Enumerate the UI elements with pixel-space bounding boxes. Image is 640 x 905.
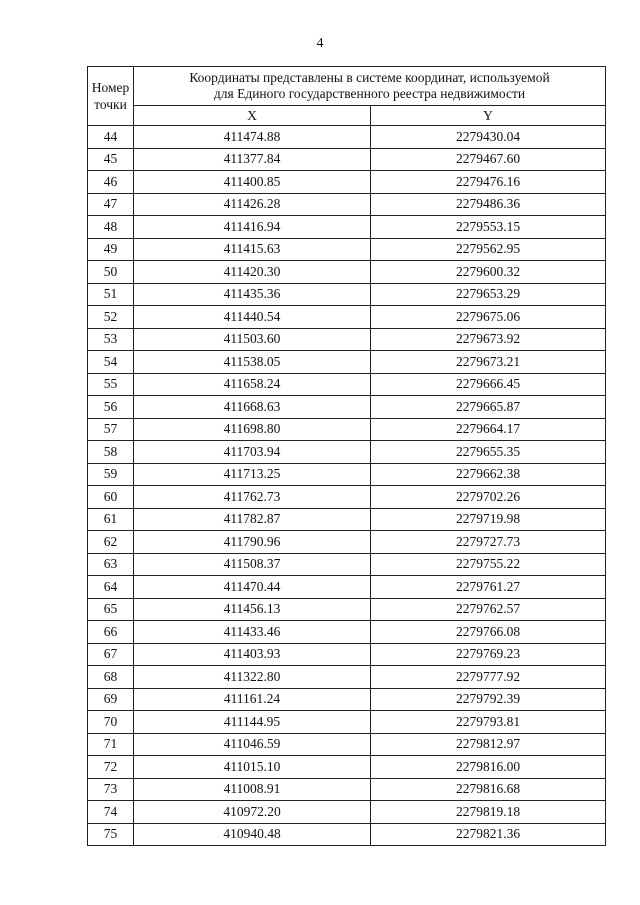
coordinate-y-cell: 2279792.39 bbox=[371, 688, 606, 711]
point-number-cell: 47 bbox=[88, 193, 134, 216]
coordinate-x-cell: 411416.94 bbox=[134, 216, 371, 239]
point-number-cell: 60 bbox=[88, 486, 134, 509]
table-row bbox=[88, 171, 606, 194]
coordinate-x-cell: 410972.20 bbox=[134, 801, 371, 824]
coordinate-x-cell: 411008.91 bbox=[134, 778, 371, 801]
coordinate-x-cell: 411400.85 bbox=[134, 171, 371, 194]
coordinate-x-cell: 411433.46 bbox=[134, 621, 371, 644]
table-row bbox=[88, 306, 606, 329]
point-number-cell: 65 bbox=[88, 598, 134, 621]
coordinate-x-cell: 411474.88 bbox=[134, 126, 371, 149]
table-row bbox=[88, 373, 606, 396]
coordinate-x-cell: 411658.24 bbox=[134, 373, 371, 396]
coordinate-x-cell: 411144.95 bbox=[134, 711, 371, 734]
point-number-cell: 68 bbox=[88, 666, 134, 689]
coordinate-x-cell: 411668.63 bbox=[134, 396, 371, 419]
table-row bbox=[88, 463, 606, 486]
table-row bbox=[88, 576, 606, 599]
coordinate-y-cell: 2279793.81 bbox=[371, 711, 606, 734]
coordinates-description-header bbox=[134, 67, 606, 106]
table-row bbox=[88, 238, 606, 261]
table-row bbox=[88, 666, 606, 689]
coordinate-x-cell: 411435.36 bbox=[134, 283, 371, 306]
table-row bbox=[88, 801, 606, 824]
point-number-cell: 58 bbox=[88, 441, 134, 464]
coordinate-y-cell: 2279819.18 bbox=[371, 801, 606, 824]
coordinate-x-cell: 411415.63 bbox=[134, 238, 371, 261]
coordinate-y-cell: 2279673.21 bbox=[371, 351, 606, 374]
point-number-header bbox=[88, 67, 134, 126]
table-row bbox=[88, 756, 606, 779]
table-row bbox=[88, 643, 606, 666]
coordinate-y-cell: 2279600.32 bbox=[371, 261, 606, 284]
coordinate-y-cell: 2279486.36 bbox=[371, 193, 606, 216]
table-row bbox=[88, 688, 606, 711]
point-number-cell: 67 bbox=[88, 643, 134, 666]
point-number-cell: 56 bbox=[88, 396, 134, 419]
coordinate-y-cell: 2279666.45 bbox=[371, 373, 606, 396]
coordinate-x-cell: 411377.84 bbox=[134, 148, 371, 171]
coordinate-y-cell: 2279653.29 bbox=[371, 283, 606, 306]
point-number-cell: 61 bbox=[88, 508, 134, 531]
table-row bbox=[88, 508, 606, 531]
coordinate-y-cell: 2279665.87 bbox=[371, 396, 606, 419]
point-number-cell: 55 bbox=[88, 373, 134, 396]
table-row bbox=[88, 328, 606, 351]
point-number-cell: 45 bbox=[88, 148, 134, 171]
coordinate-y-cell: 2279727.73 bbox=[371, 531, 606, 554]
coordinate-x-cell: 411698.80 bbox=[134, 418, 371, 441]
point-number-header-line1: Номер bbox=[91, 80, 130, 95]
coordinate-x-cell: 411703.94 bbox=[134, 441, 371, 464]
coordinate-x-cell: 410940.48 bbox=[134, 823, 371, 846]
table-row bbox=[88, 733, 606, 756]
point-number-cell: 70 bbox=[88, 711, 134, 734]
coordinate-x-cell: 411015.10 bbox=[134, 756, 371, 779]
coordinate-x-cell: 411456.13 bbox=[134, 598, 371, 621]
coordinate-x-cell: 411790.96 bbox=[134, 531, 371, 554]
table-row bbox=[88, 418, 606, 441]
table-row bbox=[88, 441, 606, 464]
point-number-cell: 57 bbox=[88, 418, 134, 441]
point-number-cell: 64 bbox=[88, 576, 134, 599]
coordinates-description-line1: Координаты представлены в системе координат, используемой bbox=[189, 70, 550, 85]
point-number-cell: 66 bbox=[88, 621, 134, 644]
table-row bbox=[88, 486, 606, 509]
coordinate-y-cell: 2279766.08 bbox=[371, 621, 606, 644]
coordinate-y-cell: 2279467.60 bbox=[371, 148, 606, 171]
coordinate-y-cell: 2279662.38 bbox=[371, 463, 606, 486]
table-row bbox=[88, 261, 606, 284]
coordinate-x-cell: 411420.30 bbox=[134, 261, 371, 284]
coordinate-y-cell: 2279664.17 bbox=[371, 418, 606, 441]
coordinates-body bbox=[88, 126, 606, 846]
coordinate-x-cell: 411503.60 bbox=[134, 328, 371, 351]
point-number-cell: 51 bbox=[88, 283, 134, 306]
table-row bbox=[88, 778, 606, 801]
coordinate-y-cell: 2279821.36 bbox=[371, 823, 606, 846]
coordinate-y-cell: 2279816.68 bbox=[371, 778, 606, 801]
coordinate-x-cell: 411782.87 bbox=[134, 508, 371, 531]
page-number: 4 bbox=[316, 36, 324, 51]
point-number-cell: 73 bbox=[88, 778, 134, 801]
point-number-cell: 54 bbox=[88, 351, 134, 374]
point-number-cell: 62 bbox=[88, 531, 134, 554]
point-number-cell: 75 bbox=[88, 823, 134, 846]
coordinate-y-cell: 2279553.15 bbox=[371, 216, 606, 239]
coordinate-y-cell: 2279430.04 bbox=[371, 126, 606, 149]
table-row bbox=[88, 148, 606, 171]
coordinate-y-cell: 2279762.57 bbox=[371, 598, 606, 621]
point-number-cell: 72 bbox=[88, 756, 134, 779]
coordinate-y-cell: 2279702.26 bbox=[371, 486, 606, 509]
table-row bbox=[88, 396, 606, 419]
coordinate-y-cell: 2279755.22 bbox=[371, 553, 606, 576]
coordinate-x-cell: 411403.93 bbox=[134, 643, 371, 666]
table-row bbox=[88, 283, 606, 306]
coordinate-x-cell: 411322.80 bbox=[134, 666, 371, 689]
point-number-cell: 50 bbox=[88, 261, 134, 284]
table-row bbox=[88, 351, 606, 374]
coordinate-x-cell: 411161.24 bbox=[134, 688, 371, 711]
table-row bbox=[88, 193, 606, 216]
point-number-cell: 69 bbox=[88, 688, 134, 711]
point-number-header-line2: точки bbox=[94, 97, 127, 112]
point-number-cell: 48 bbox=[88, 216, 134, 239]
coordinate-x-cell: 411426.28 bbox=[134, 193, 371, 216]
table-row bbox=[88, 823, 606, 846]
coordinate-x-cell: 411713.25 bbox=[134, 463, 371, 486]
table-row bbox=[88, 531, 606, 554]
coordinate-y-cell: 2279673.92 bbox=[371, 328, 606, 351]
point-number-cell: 46 bbox=[88, 171, 134, 194]
point-number-cell: 52 bbox=[88, 306, 134, 329]
column-y-header: Y bbox=[371, 106, 606, 126]
coordinate-y-cell: 2279562.95 bbox=[371, 238, 606, 261]
coordinates-table bbox=[87, 66, 606, 846]
point-number-cell: 49 bbox=[88, 238, 134, 261]
coordinate-y-cell: 2279761.27 bbox=[371, 576, 606, 599]
coordinate-x-cell: 411538.05 bbox=[134, 351, 371, 374]
table-row bbox=[88, 598, 606, 621]
point-number-cell: 71 bbox=[88, 733, 134, 756]
table-row bbox=[88, 553, 606, 576]
point-number-cell: 63 bbox=[88, 553, 134, 576]
coordinate-y-cell: 2279777.92 bbox=[371, 666, 606, 689]
coordinate-x-cell: 411762.73 bbox=[134, 486, 371, 509]
coordinate-x-cell: 411508.37 bbox=[134, 553, 371, 576]
coordinate-x-cell: 411470.44 bbox=[134, 576, 371, 599]
column-x-header: X bbox=[134, 106, 371, 126]
coordinate-y-cell: 2279769.23 bbox=[371, 643, 606, 666]
point-number-cell: 74 bbox=[88, 801, 134, 824]
table-row bbox=[88, 621, 606, 644]
coordinate-y-cell: 2279816.00 bbox=[371, 756, 606, 779]
table-row bbox=[88, 216, 606, 239]
coordinate-y-cell: 2279655.35 bbox=[371, 441, 606, 464]
coordinates-description-line2: для Единого государственного реестра недвижимости bbox=[213, 86, 526, 101]
point-number-cell: 59 bbox=[88, 463, 134, 486]
coordinate-y-cell: 2279675.06 bbox=[371, 306, 606, 329]
coordinate-x-cell: 411046.59 bbox=[134, 733, 371, 756]
coordinate-y-cell: 2279812.97 bbox=[371, 733, 606, 756]
coordinate-x-cell: 411440.54 bbox=[134, 306, 371, 329]
table-row bbox=[88, 711, 606, 734]
coordinate-y-cell: 2279719.98 bbox=[371, 508, 606, 531]
point-number-cell: 44 bbox=[88, 126, 134, 149]
table-row bbox=[88, 126, 606, 149]
coordinate-y-cell: 2279476.16 bbox=[371, 171, 606, 194]
point-number-cell: 53 bbox=[88, 328, 134, 351]
